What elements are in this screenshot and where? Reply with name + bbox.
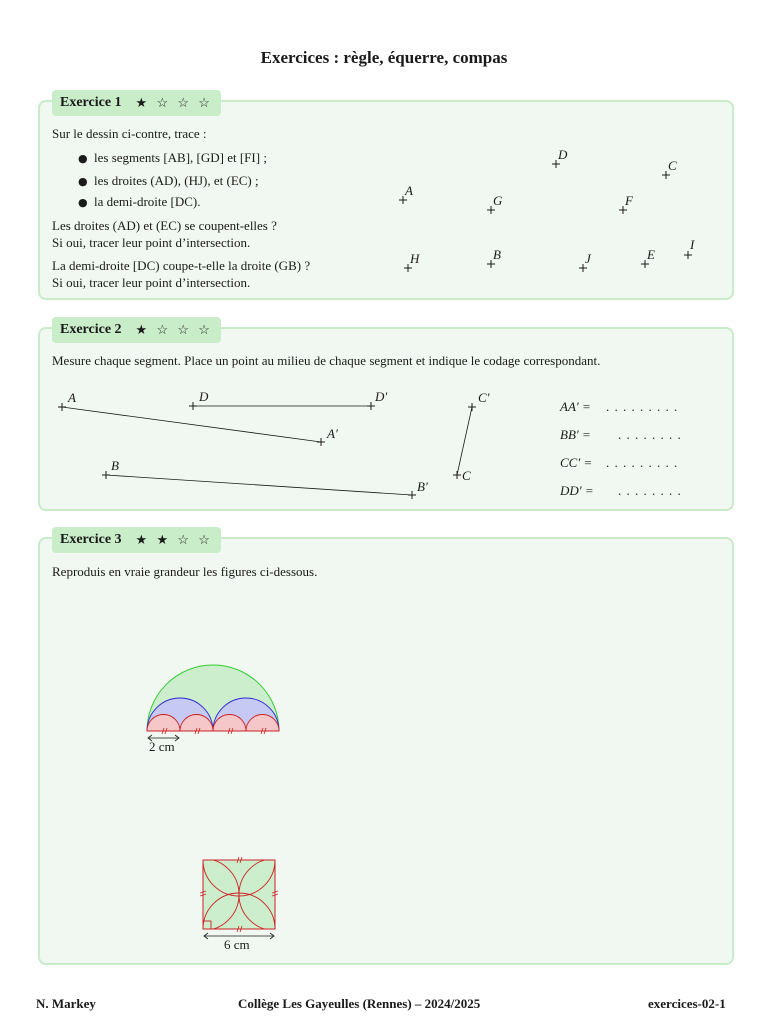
difficulty-stars: ★ ☆ ☆ ☆ xyxy=(135,95,213,110)
point-label: D′ xyxy=(375,389,388,404)
point-label: H xyxy=(410,251,420,266)
point-label: C xyxy=(462,468,471,483)
measure-blank[interactable]: . . . . . . . . xyxy=(618,483,682,498)
point-label: B′ xyxy=(417,479,428,494)
bullet-icon: ● xyxy=(78,196,88,209)
exercise-1-question-2b: Si oui, tracer leur point d’intersection. xyxy=(52,275,251,290)
bullet-icon: ● xyxy=(78,175,88,188)
measure-blank[interactable]: . . . . . . . . . xyxy=(606,455,679,470)
point-label: B xyxy=(493,247,501,262)
point-label: A xyxy=(68,390,76,405)
exercise-1-question-1b: Si oui, tracer leur point d’intersection. xyxy=(52,235,251,250)
measure-name: DD′ = xyxy=(560,483,594,498)
point-label: D xyxy=(558,147,568,162)
point-label: D xyxy=(199,389,209,404)
exercise-1-item: les segments [AB], [GD] et [FI] ; xyxy=(94,150,267,165)
exercise-1-item: la demi-droite [DC). xyxy=(94,194,201,209)
measure-blank[interactable]: . . . . . . . . . xyxy=(606,399,679,414)
footer-author: N. Markey xyxy=(36,996,96,1011)
point-label: B xyxy=(111,458,119,473)
footer-school: Collège Les Gayeulles (Rennes) – 2024/2025 xyxy=(238,996,481,1011)
difficulty-stars: ★ ★ ☆ ☆ xyxy=(135,532,213,547)
footer-sheet-id: exercices-02-1 xyxy=(648,996,726,1011)
exercise-3-label: Exercice 3 xyxy=(60,532,122,547)
difficulty-stars: ★ ☆ ☆ ☆ xyxy=(135,322,213,337)
point-label: E xyxy=(647,247,655,262)
dimension-label: 2 cm xyxy=(149,739,175,754)
exercise-1-label: Exercice 1 xyxy=(60,95,122,110)
point-label: A′ xyxy=(327,426,338,441)
measure-name: CC′ = xyxy=(560,455,593,470)
bullet-icon: ● xyxy=(78,152,88,165)
exercise-2-label: Exercice 2 xyxy=(60,322,122,337)
measure-blank[interactable]: . . . . . . . . xyxy=(618,427,682,442)
exercise-3-instruction: Reproduis en vraie grandeur les figures ci-dessous. xyxy=(52,564,318,579)
point-label: C xyxy=(668,158,677,173)
point-label: J xyxy=(585,251,591,266)
exercise-1-question-2a: La demi-droite [DC) coupe-t-elle la droite (GB) ? xyxy=(52,258,311,273)
exercise-2-instruction: Mesure chaque segment. Place un point au milieu de chaque segment et indique le codage correspondant. xyxy=(52,353,601,368)
measure-name: AA′ = xyxy=(560,399,591,414)
point-label: A xyxy=(405,183,413,198)
point-label: C′ xyxy=(478,390,490,405)
exercise-1-intro: Sur le dessin ci-contre, trace : xyxy=(52,126,207,141)
measure-name: BB′ = xyxy=(560,427,591,442)
point-label: G xyxy=(493,193,503,208)
exercise-1-question-1a: Les droites (AD) et (EC) se coupent-elles ? xyxy=(52,218,277,233)
page-title: Exercices : règle, équerre, compas xyxy=(260,48,508,67)
dimension-label: 6 cm xyxy=(224,937,250,952)
exercise-1-item: les droites (AD), (HJ), et (EC) ; xyxy=(94,173,259,188)
point-label: F xyxy=(625,193,633,208)
point-label: I xyxy=(690,237,695,252)
